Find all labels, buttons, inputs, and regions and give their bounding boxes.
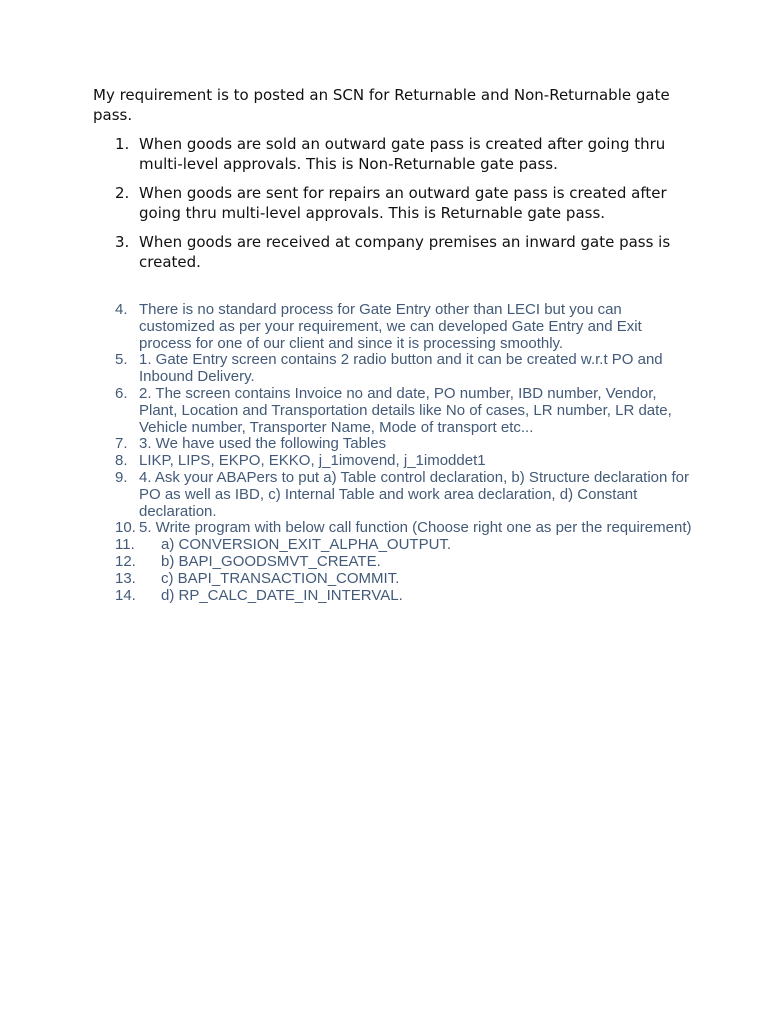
list-item [115, 554, 695, 571]
requirement-list [115, 135, 695, 282]
list-item [115, 386, 695, 436]
list-item-text: 1. Gate Entry screen contains 2 radio button and it can be created w.r.t PO and Inbound Delivery. [139, 351, 663, 386]
intro-paragraph: My requirement is to posted an SCN for Returnable and Non-Returnable gate pass. [93, 86, 670, 124]
list-item [115, 302, 695, 352]
list-item-text: When goods are received at company premises an inward gate pass is created. [139, 233, 671, 271]
list-item-text: When goods are sold an outward gate pass is created after going thru multi-level approvals. This is Non-Returnable gate pass. [139, 135, 666, 173]
list-item-number: 5. [115, 351, 128, 369]
list-item [115, 436, 695, 453]
list-item-number: 6. [115, 384, 128, 402]
list-item-number: 3. [115, 233, 130, 251]
list-item-number: 13. [115, 569, 136, 587]
list-item-number: 9. [115, 468, 128, 486]
list-item-text: 5. Write program with below call function (Choose right one as per the requirement) [139, 519, 692, 537]
list-item-number: 4. [115, 301, 128, 318]
list-item-text: a) CONVERSION_EXIT_ALPHA_OUTPUT. [161, 536, 452, 554]
list-item [115, 135, 695, 174]
list-item-text: c) BAPI_TRANSACTION_COMMIT. [161, 569, 400, 587]
list-item-text: d) RP_CALC_DATE_IN_INTERVAL. [161, 586, 403, 604]
list-item [115, 453, 695, 470]
list-item-text: There is no standard process for Gate Entry other than LECI but you can customized as per your requirement, we can developed Gate Entry and Exit process for one of our client and since it is processing smoothly. [139, 301, 642, 352]
list-item-number: 11. [115, 536, 135, 554]
list-item-text: 2. The screen contains Invoice no and date, PO number, IBD number, Vendor, Plant, Location and Transportation details like No of cases, LR number, LR date, Vehicle number, Transporter Name, Mode of transport etc... [139, 384, 672, 436]
list-item-number: 8. [115, 452, 128, 470]
answer-list [115, 302, 695, 604]
list-item [115, 588, 695, 605]
list-item-text: b) BAPI_GOODSMVT_CREATE. [161, 552, 381, 570]
list-item [115, 233, 695, 272]
list-item-number: 2. [115, 184, 130, 202]
list-item-number: 1. [115, 135, 130, 153]
list-item-text: 4. Ask your ABAPers to put a) Table control declaration, b) Structure declaration for PO as well as IBD, c) Internal Table and work area declaration, d) Constant declaration. [139, 468, 690, 520]
list-item-text: When goods are sent for repairs an outward gate pass is created after going thru multi-level approvals. This is Returnable gate pass. [139, 184, 667, 222]
list-item [115, 520, 695, 537]
list-item-text: LIKP, LIPS, EKPO, EKKO, j_1imovend, j_1imoddet1 [139, 452, 486, 470]
list-item [115, 470, 695, 520]
list-item [115, 571, 695, 588]
list-item-number: 10. [115, 519, 136, 537]
list-item [115, 352, 695, 386]
list-item [115, 537, 695, 554]
list-item-number: 12. [115, 552, 136, 570]
list-item-number: 14. [115, 586, 136, 604]
list-item-number: 7. [115, 435, 128, 453]
list-item-text: 3. We have used the following Tables [139, 435, 387, 453]
list-item [115, 184, 695, 223]
